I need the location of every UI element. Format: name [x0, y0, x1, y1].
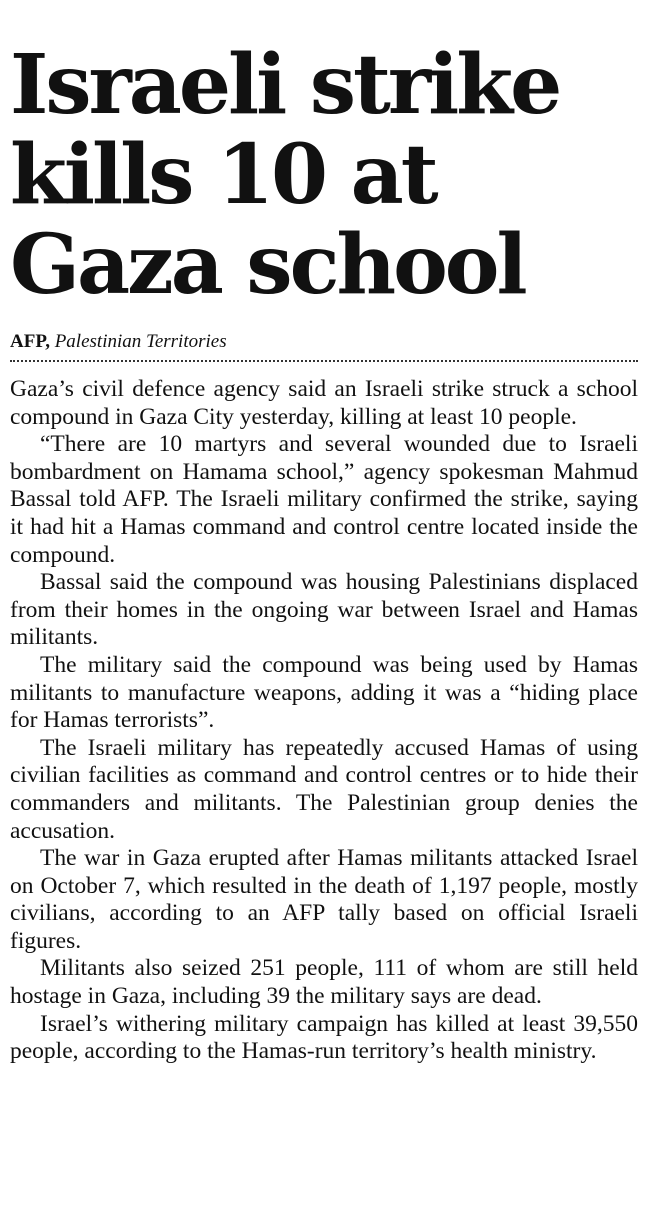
headline-line-1: Israeli strike	[10, 37, 560, 133]
headline	[10, 0, 638, 313]
byline-location: Palestinian Territories	[54, 331, 227, 352]
paragraph-1: Gaza’s civil defence agency said an Israeli strike struck a school compound in Gaza City yesterday, killing at least 10 people.	[10, 376, 638, 430]
paragraph-7: Militants also seized 251 people, 111 of whom are still held hostage in Gaza, including 39 the military says are dead.	[10, 955, 638, 1010]
paragraph-8: Israel’s withering military campaign has killed at least 39,550 people, according to the Hamas-run territory’s health ministry.	[10, 1010, 638, 1065]
paragraph-5: The Israeli military has repeatedly accused Hamas of using civilian facilities as command and control centres or to hide their commanders and militants. The Palestinian group denies the accusation.	[10, 734, 638, 844]
news-article	[10, 0, 638, 1066]
paragraph-6: The war in Gaza erupted after Hamas militants attacked Israel on October 7, which resulted in the death of 1,197 people, mostly civilians, according to an AFP tally based on official Israeli figures.	[10, 845, 638, 954]
dotted-divider	[10, 360, 638, 362]
byline-agency: AFP,	[10, 331, 50, 352]
paragraph-3: Bassal said the compound was housing Palestinians displaced from their homes in the ongoing war between Israel and Hamas militants.	[10, 569, 638, 651]
paragraph-4: The military said the compound was being used by Hamas militants to manufacture weapons, adding it was a “hiding place for Hamas terrorists”.	[10, 651, 638, 734]
article-body	[10, 376, 638, 1066]
byline	[10, 330, 638, 354]
headline-line-2: kills 10 at	[10, 127, 436, 223]
headline-line-3: Gaza school	[10, 217, 525, 313]
paragraph-2: “There are 10 martyrs and several wounded due to Israeli bombardment on Hamama school,” agency spokesman Mahmud Bassal told AFP. The Israeli military confirmed the strike, saying it had hit a Hamas command and control centre located inside the compound.	[10, 431, 638, 568]
